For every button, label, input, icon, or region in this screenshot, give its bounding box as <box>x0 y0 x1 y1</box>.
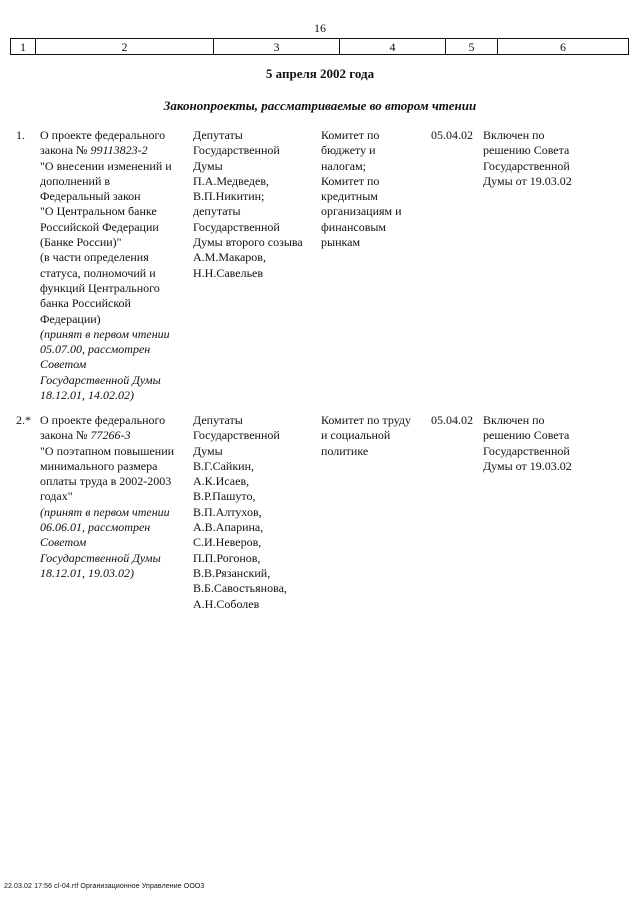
date-heading: 5 апреля 2002 года <box>265 66 375 81</box>
text-line: П.А.Медведев, <box>193 173 269 188</box>
text-line: минимального размера <box>40 458 158 473</box>
bill-authors <box>193 128 315 281</box>
text-line: В.Б.Савостьянова, <box>193 581 287 596</box>
text-line: 18.12.01, 19.03.02) <box>40 565 134 580</box>
text-line: Н.Н.Савельев <box>193 265 264 280</box>
column-number: 2 <box>36 39 214 55</box>
text-line: налогам; <box>321 158 367 173</box>
text-line: Думы от 19.03.02 <box>483 458 572 473</box>
page-number: 16 <box>314 21 326 35</box>
text-line: закона № 77266-3 <box>40 428 131 443</box>
text-line: годах" <box>40 489 73 504</box>
text-line: О проекте федерального <box>40 413 166 427</box>
text-line: 18.12.01, 14.02.02) <box>40 388 134 403</box>
text-line: Думы от 19.03.02 <box>483 173 572 188</box>
text-line: Российской Федерации <box>40 219 159 234</box>
text-line: Государственной Думы <box>40 372 161 387</box>
text-line: Государственной Думы <box>40 550 161 565</box>
column-number-header <box>10 38 629 55</box>
text-line: (Банке России)" <box>40 235 122 250</box>
bill-title <box>40 413 185 581</box>
text-line: организациям и <box>321 204 402 219</box>
text-line: рынкам <box>321 235 361 250</box>
text-line: П.П.Рогонов, <box>193 550 261 565</box>
column-number: 5 <box>446 39 498 55</box>
text-line: В.Р.Пашуто, <box>193 489 256 504</box>
text-line: решению Совета <box>483 428 570 443</box>
bill-title <box>40 128 185 403</box>
text-line: Комитет по <box>321 128 380 142</box>
text-line: (принят в первом чтении <box>40 326 170 341</box>
text-line: Государственной <box>483 443 570 458</box>
text-line: закона № 99113823-2 <box>40 143 148 158</box>
text-line: Депутаты <box>193 128 243 142</box>
text-line: 05.07.00, рассмотрен <box>40 342 151 357</box>
text-line: бюджету и <box>321 143 376 158</box>
bill-date: 05.04.02 <box>431 128 473 142</box>
text-line: Комитет по труду <box>321 413 412 427</box>
bill-number: 2.* <box>16 413 31 427</box>
text-line: кредитным <box>321 189 378 204</box>
text-line: О проекте федерального <box>40 128 166 142</box>
text-line: Советом <box>40 535 87 550</box>
bill-status <box>483 128 591 189</box>
text-line: А.Н.Соболев <box>193 596 260 611</box>
text-line: А.М.Макаров, <box>193 250 266 265</box>
bill-status <box>483 413 591 474</box>
bill-committee <box>321 413 421 459</box>
text-line: (принят в первом чтении <box>40 504 170 519</box>
column-number: 1 <box>11 39 36 55</box>
text-line: Думы второго созыва <box>193 235 303 250</box>
text-line: (в части определения <box>40 250 149 265</box>
text-line: банка Российской <box>40 296 131 311</box>
text-line: Думы <box>193 443 223 458</box>
text-line: Включен по <box>483 413 545 427</box>
text-line: Федеральный закон <box>40 189 141 204</box>
bill-number: 1. <box>16 128 25 142</box>
bill-registration-number: 77266-3 <box>90 428 131 443</box>
text-line: финансовым <box>321 219 387 234</box>
bill-registration-number: 99113823-2 <box>90 143 148 158</box>
text-line: функций Центрального <box>40 280 160 295</box>
footer-print-info: 22.03.02 17:56 cl-04.rtf Организационное Управление ООО3 <box>4 883 205 890</box>
text-line: А.В.Апарина, <box>193 520 264 535</box>
text-line: Государственной <box>193 143 280 158</box>
text-line: 06.06.01, рассмотрен <box>40 520 151 535</box>
text-line: и социальной <box>321 428 391 443</box>
bill-date: 05.04.02 <box>431 413 473 427</box>
text-line: Думы <box>193 158 223 173</box>
text-line: Комитет по <box>321 173 380 188</box>
text-line: Государственной <box>483 158 570 173</box>
text-line: Включен по <box>483 128 545 142</box>
column-number: 6 <box>498 39 629 55</box>
text-line: В.П.Никитин; <box>193 189 265 204</box>
bill-committee <box>321 128 421 250</box>
text-line: решению Совета <box>483 143 570 158</box>
section-heading: Законопроекты, рассматриваемые во втором чтении <box>163 98 477 113</box>
text-line: статуса, полномочий и <box>40 265 156 280</box>
text-line: "О внесении изменений и <box>40 158 172 173</box>
column-number: 3 <box>214 39 340 55</box>
text-line: дополнений в <box>40 173 111 188</box>
text-line: В.П.Алтухов, <box>193 504 262 519</box>
text-line: "О поэтапном повышении <box>40 443 175 458</box>
text-line: С.И.Неверов, <box>193 535 262 550</box>
text-line: В.Г.Сайкин, <box>193 458 255 473</box>
text-line: В.В.Рязанский, <box>193 565 271 580</box>
text-line: депутаты <box>193 204 241 219</box>
text-line: А.К.Исаев, <box>193 474 250 489</box>
text-line: Депутаты <box>193 413 243 427</box>
text-line: "О Центральном банке <box>40 204 157 219</box>
text-line: политике <box>321 443 369 458</box>
text-line: Советом <box>40 357 87 372</box>
bill-authors <box>193 413 315 612</box>
text-line: Государственной <box>193 219 280 234</box>
text-line: Федерации) <box>40 311 101 326</box>
text-line: Государственной <box>193 428 280 443</box>
text-line: оплаты труда в 2002-2003 <box>40 474 172 489</box>
column-number: 4 <box>340 39 446 55</box>
